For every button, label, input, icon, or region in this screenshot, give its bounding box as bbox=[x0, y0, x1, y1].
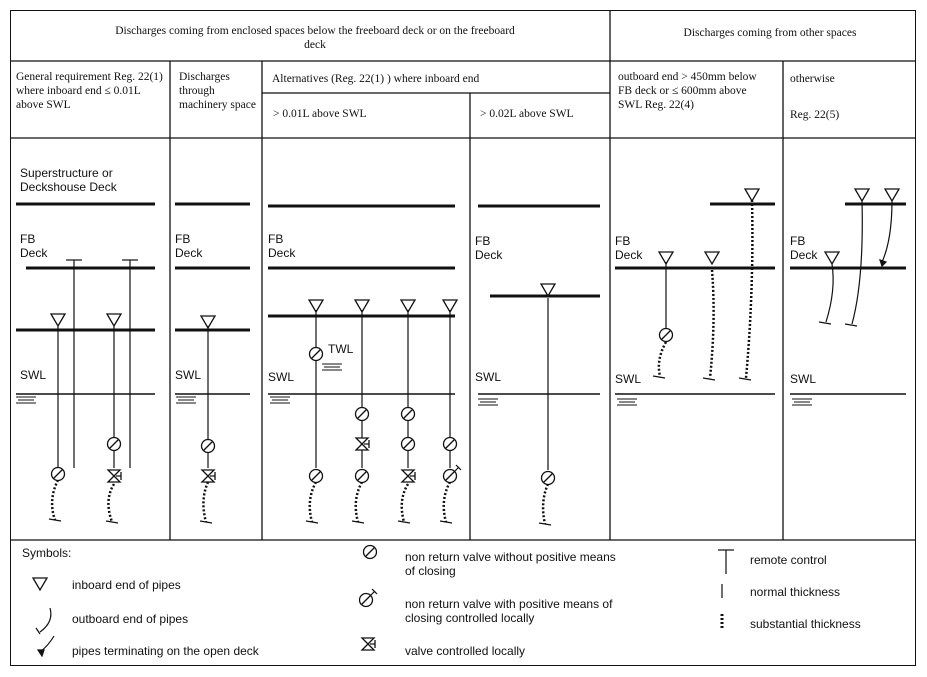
water-symbols bbox=[16, 364, 812, 405]
label-fb-deck-col4: FB Deck bbox=[475, 234, 503, 262]
table-grid bbox=[10, 10, 916, 540]
column-alt-001: > 0.01L above SWL bbox=[273, 108, 367, 120]
pipes-outboard bbox=[653, 200, 752, 380]
header-other-title: Discharges coming from other spaces bbox=[683, 27, 857, 39]
label-twl: TWL bbox=[328, 342, 354, 356]
label-fb-deck-col6: FB Deck bbox=[790, 234, 818, 262]
legend-normal-thickness: normal thickness bbox=[750, 585, 841, 599]
label-swl-col3: SWL bbox=[268, 370, 295, 384]
legend-nrv-no-closing: non return valve without positive means of closing bbox=[405, 550, 616, 578]
column-otherwise-reg: Reg. 22(5) bbox=[790, 109, 840, 121]
legend-title: Symbols: bbox=[22, 546, 72, 560]
label-swl-col5: SWL bbox=[615, 372, 642, 386]
column-otherwise-title: otherwise bbox=[790, 73, 835, 85]
legend-remote-control: remote control bbox=[750, 553, 827, 567]
label-fb-deck-col5: FB Deck bbox=[615, 234, 643, 262]
header-enclosed-title: Discharges coming from enclosed spaces below the freeboard deck or on the freeboard deck bbox=[115, 25, 515, 51]
legend-substantial-thickness: substantial thickness bbox=[750, 617, 861, 631]
label-swl-col2: SWL bbox=[175, 368, 202, 382]
pipes-alt-001 bbox=[306, 310, 452, 523]
pipes-otherwise bbox=[819, 200, 892, 326]
label-swl-col6: SWL bbox=[790, 372, 817, 386]
legend-inboard-end: inboard end of pipes bbox=[72, 578, 181, 592]
legend-symbols bbox=[33, 546, 734, 657]
label-fb-deck-col2: FB Deck bbox=[175, 232, 203, 260]
column-machinery-space: Discharges through machinery space bbox=[179, 71, 256, 111]
pipes-alt-002 bbox=[539, 298, 551, 525]
deck-lines bbox=[16, 204, 906, 330]
column-outboard-end: outboard end > 450mm below FB deck or ≤ 600mm above SWL Reg. 22(4) bbox=[618, 71, 757, 111]
label-fb-deck-col3: FB Deck bbox=[268, 232, 296, 260]
column-general-requirement: General requirement Reg. 22(1) where inboard end ≤ 0.01L above SWL bbox=[16, 71, 163, 111]
label-superstructure: Superstructure or Deckshouse Deck bbox=[20, 166, 117, 194]
legend-nrv-closing: non return valve with positive means of closing controlled locally bbox=[405, 597, 613, 625]
legend-outboard-end: outboard end of pipes bbox=[72, 612, 189, 626]
label-swl-col4: SWL bbox=[475, 370, 502, 384]
column-alt-002: > 0.02L above SWL bbox=[480, 108, 574, 120]
legend-valve-local: valve controlled locally bbox=[405, 644, 526, 658]
legend-open-deck: pipes terminating on the open deck bbox=[72, 644, 259, 658]
pipes-general bbox=[49, 260, 138, 523]
column-alternatives: Alternatives (Reg. 22(1) ) where inboard end bbox=[272, 73, 480, 85]
pipes-machinery bbox=[200, 326, 212, 523]
label-swl-col1: SWL bbox=[20, 368, 47, 382]
label-fb-deck-col1: FB Deck bbox=[20, 232, 48, 260]
